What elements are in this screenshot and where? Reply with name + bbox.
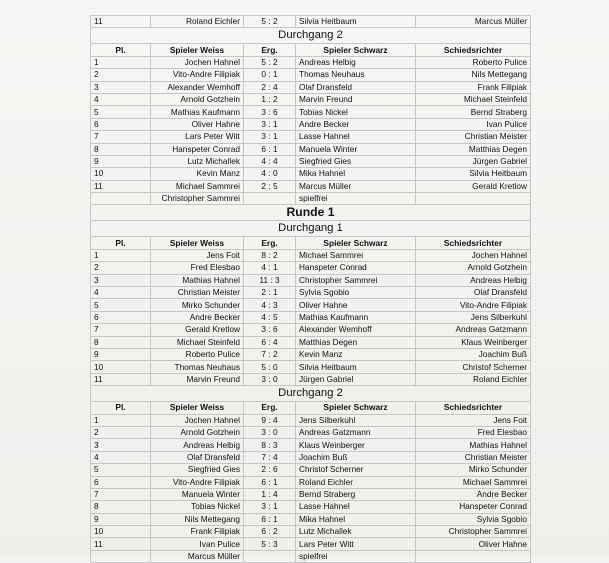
white-player: Andreas Helbig (151, 439, 244, 451)
table-row (91, 488, 531, 500)
white-player: Kevin Manz (151, 168, 244, 180)
board-number: 4 (91, 451, 151, 463)
board-number: 9 (91, 348, 151, 360)
board-number: 7 (91, 488, 151, 500)
result: 8 : 2 (244, 249, 296, 261)
result: 8 : 3 (244, 439, 296, 451)
referee: Klaus Weinberger (416, 336, 531, 348)
table-row (91, 414, 531, 426)
board-number: 4 (91, 287, 151, 299)
black-player: spielfrei (296, 193, 416, 205)
black-player: Kevin Manz (296, 348, 416, 360)
white-player: Mirko Schunder (151, 299, 244, 311)
result: 6 : 2 (244, 526, 296, 538)
referee (416, 550, 531, 562)
black-player: Olaf Dransfeld (296, 81, 416, 93)
referee: Michael Steinfeld (416, 93, 531, 105)
black-player: Sylvia Sgobio (296, 287, 416, 299)
result: 3 : 1 (244, 131, 296, 143)
referee: Michael Sammrei (416, 476, 531, 488)
black-player: Oliver Hahne (296, 299, 416, 311)
white-player: Mathias Kaufmann (151, 106, 244, 118)
result: 4 : 4 (244, 155, 296, 167)
referee: Frank Filipiak (416, 81, 531, 93)
board-number: 6 (91, 311, 151, 323)
white-player: Jochen Hahnel (151, 56, 244, 68)
white-player: Jens Foit (151, 249, 244, 261)
board-number: 5 (91, 464, 151, 476)
black-player: Hanspeter Conrad (296, 262, 416, 274)
board-number: 4 (91, 93, 151, 105)
referee: Christopher Sammrei (416, 526, 531, 538)
table-row (91, 143, 531, 155)
header-row (91, 237, 531, 249)
black-player: Roland Eichler (296, 476, 416, 488)
referee: Marcus Müller (416, 16, 531, 28)
white-player: Lars Peter Witt (151, 131, 244, 143)
white-player: Thomas Neuhaus (151, 361, 244, 373)
board-number: 11 (91, 180, 151, 192)
result: 5 : 2 (244, 56, 296, 68)
board-number: 8 (91, 501, 151, 513)
table-row (91, 56, 531, 68)
referee: Andre Becker (416, 488, 531, 500)
white-player: Vito-Andre Filipiak (151, 476, 244, 488)
referee (416, 193, 531, 205)
board-number: 8 (91, 143, 151, 155)
black-player: spielfrei (296, 550, 416, 562)
result: 1 : 4 (244, 488, 296, 500)
result: 5 : 0 (244, 361, 296, 373)
black-player: Manuela Winter (296, 143, 416, 155)
white-player: Jochen Hahnel (151, 414, 244, 426)
black-player: Siegfried Gies (296, 155, 416, 167)
header-board: Pl. (91, 402, 151, 414)
board-number: 7 (91, 131, 151, 143)
result: 3 : 1 (244, 501, 296, 513)
board-number: 3 (91, 439, 151, 451)
board-number: 10 (91, 168, 151, 180)
white-player: Christian Meister (151, 287, 244, 299)
black-player: Mika Hahnel (296, 168, 416, 180)
referee: Christian Meister (416, 451, 531, 463)
table-row (91, 513, 531, 525)
referee: Nils Mettegang (416, 69, 531, 81)
table-row (91, 16, 531, 28)
table-row (91, 439, 531, 451)
black-player: Marcus Müller (296, 180, 416, 192)
black-player: Tobias Nickel (296, 106, 416, 118)
referee: Jens Foit (416, 414, 531, 426)
black-player: Lasse Hahnel (296, 131, 416, 143)
black-player: Michael Sammrei (296, 249, 416, 261)
white-player: Marcus Müller (151, 550, 244, 562)
table-row (91, 324, 531, 336)
result: 3 : 0 (244, 426, 296, 438)
white-player: Fred Elesbao (151, 262, 244, 274)
header-white: Spieler Weiss (151, 44, 244, 56)
referee: Olaf Dransfeld (416, 287, 531, 299)
table-row (91, 274, 531, 286)
table-row (91, 69, 531, 81)
round-title: Runde 1 (91, 205, 531, 221)
header-row (91, 402, 531, 414)
board-number: 6 (91, 476, 151, 488)
white-player: Andre Becker (151, 311, 244, 323)
table-row (91, 526, 531, 538)
table-row (91, 249, 531, 261)
referee: Christof Scherner (416, 361, 531, 373)
black-player: Mathias Kaufmann (296, 311, 416, 323)
result: 6 : 1 (244, 143, 296, 155)
black-player: Joachim Buß (296, 451, 416, 463)
black-player: Silvia Heitbaum (296, 361, 416, 373)
white-player: Manuela Winter (151, 488, 244, 500)
board-number: 11 (91, 538, 151, 550)
white-player: Arnold Gotzhein (151, 93, 244, 105)
result: 11 : 3 (244, 274, 296, 286)
table-row (91, 476, 531, 488)
board-number: 2 (91, 426, 151, 438)
table-row (91, 118, 531, 130)
result: 5 : 3 (244, 538, 296, 550)
white-player: Hanspeter Conrad (151, 143, 244, 155)
board-number (91, 550, 151, 562)
board-number: 7 (91, 324, 151, 336)
header-result: Erg. (244, 44, 296, 56)
board-number: 6 (91, 118, 151, 130)
referee: Oliver Hahne (416, 538, 531, 550)
white-player: Marvin Freund (151, 373, 244, 385)
result: 2 : 5 (244, 180, 296, 192)
referee: Gerald Kretlow (416, 180, 531, 192)
board-number: 10 (91, 361, 151, 373)
header-referee: Schiedsrichter (416, 44, 531, 56)
black-player: Lutz Michallek (296, 526, 416, 538)
result: 0 : 1 (244, 69, 296, 81)
result: 5 : 2 (244, 16, 296, 28)
referee: Mathias Hahnel (416, 439, 531, 451)
referee: Jürgen Gabriel (416, 155, 531, 167)
white-player: Michael Sammrei (151, 180, 244, 192)
table-row (91, 464, 531, 476)
header-black: Spieler Schwarz (296, 402, 416, 414)
table-row (91, 311, 531, 323)
table-row (91, 93, 531, 105)
table-row (91, 155, 531, 167)
referee: Roland Eichler (416, 373, 531, 385)
table-row (91, 299, 531, 311)
white-player: Arnold Gotzhein (151, 426, 244, 438)
referee: Bernd Straberg (416, 106, 531, 118)
header-referee: Schiedsrichter (416, 402, 531, 414)
header-board: Pl. (91, 237, 151, 249)
board-number: 2 (91, 262, 151, 274)
board-number: 1 (91, 249, 151, 261)
board-number: 1 (91, 414, 151, 426)
header-black: Spieler Schwarz (296, 237, 416, 249)
board-number: 8 (91, 336, 151, 348)
header-row (91, 44, 531, 56)
white-player: Alexander Wemhoff (151, 81, 244, 93)
black-player: Andreas Gatzmann (296, 426, 416, 438)
header-result: Erg. (244, 402, 296, 414)
table-row (91, 373, 531, 385)
referee: Andreas Helbig (416, 274, 531, 286)
section-title: Durchgang 2 (91, 28, 531, 44)
white-player: Siegfried Gies (151, 464, 244, 476)
table-row (91, 348, 531, 360)
table-row (91, 168, 531, 180)
table-row (91, 180, 531, 192)
result: 9 : 4 (244, 414, 296, 426)
table-row (91, 193, 531, 205)
board-number: 9 (91, 513, 151, 525)
white-player: Michael Steinfeld (151, 336, 244, 348)
white-player: Christopher Sammrei (151, 193, 244, 205)
header-board: Pl. (91, 44, 151, 56)
white-player: Tobias Nickel (151, 501, 244, 513)
section-row (91, 221, 531, 237)
referee: Fred Elesbao (416, 426, 531, 438)
black-player: Matthias Degen (296, 336, 416, 348)
black-player: Andreas Helbig (296, 56, 416, 68)
table-row (91, 262, 531, 274)
result: 7 : 2 (244, 348, 296, 360)
table-row (91, 336, 531, 348)
white-player: Gerald Kretlow (151, 324, 244, 336)
result: 2 : 1 (244, 287, 296, 299)
result: 4 : 1 (244, 262, 296, 274)
white-player: Roberto Pulice (151, 348, 244, 360)
black-player: Jens Silberkuhl (296, 414, 416, 426)
referee: Jens Silberkuhl (416, 311, 531, 323)
table-row (91, 287, 531, 299)
black-player: Andre Becker (296, 118, 416, 130)
board-number: 5 (91, 299, 151, 311)
black-player: Mika Hahnel (296, 513, 416, 525)
result: 6 : 1 (244, 513, 296, 525)
black-player: Marvin Freund (296, 93, 416, 105)
white-player: Roland Eichler (151, 16, 244, 28)
header-result: Erg. (244, 237, 296, 249)
board-number: 1 (91, 56, 151, 68)
result: 3 : 0 (244, 373, 296, 385)
table-row (91, 501, 531, 513)
referee: Jochen Hahnel (416, 249, 531, 261)
board-number (91, 193, 151, 205)
black-player: Christopher Sammrei (296, 274, 416, 286)
black-player: Thomas Neuhaus (296, 69, 416, 81)
white-player: Oliver Hahne (151, 118, 244, 130)
referee: Hanspeter Conrad (416, 501, 531, 513)
table-row (91, 131, 531, 143)
result: 4 : 3 (244, 299, 296, 311)
result (244, 193, 296, 205)
section-row (91, 205, 531, 221)
result: 3 : 1 (244, 118, 296, 130)
header-black: Spieler Schwarz (296, 44, 416, 56)
result: 7 : 4 (244, 451, 296, 463)
white-player: Lutz Michallek (151, 155, 244, 167)
black-player: Christof Scherner (296, 464, 416, 476)
section-title: Durchgang 1 (91, 221, 531, 237)
referee: Matthias Degen (416, 143, 531, 155)
board-number: 11 (91, 16, 151, 28)
result: 6 : 1 (244, 476, 296, 488)
result: 2 : 4 (244, 81, 296, 93)
board-number: 9 (91, 155, 151, 167)
referee: Arnold Gotzhein (416, 262, 531, 274)
black-player: Lasse Hahnel (296, 501, 416, 513)
result: 6 : 4 (244, 336, 296, 348)
pairings-table (90, 15, 531, 563)
table-row (91, 426, 531, 438)
table-row (91, 106, 531, 118)
section-row (91, 28, 531, 44)
board-number: 3 (91, 274, 151, 286)
black-player: Lars Peter Witt (296, 538, 416, 550)
section-title: Durchgang 2 (91, 386, 531, 402)
result: 2 : 6 (244, 464, 296, 476)
board-number: 11 (91, 373, 151, 385)
board-number: 5 (91, 106, 151, 118)
black-player: Jürgen Gabriel (296, 373, 416, 385)
referee: Vito-Andre Filipiak (416, 299, 531, 311)
table-row (91, 550, 531, 562)
referee: Andreas Gatzmann (416, 324, 531, 336)
referee: Ivan Pulice (416, 118, 531, 130)
white-player: Ivan Pulice (151, 538, 244, 550)
referee: Christian Meister (416, 131, 531, 143)
black-player: Bernd Straberg (296, 488, 416, 500)
referee: Silvia Heitbaum (416, 168, 531, 180)
header-white: Spieler Weiss (151, 237, 244, 249)
white-player: Vito-Andre Filipiak (151, 69, 244, 81)
board-number: 2 (91, 69, 151, 81)
table-row (91, 451, 531, 463)
result (244, 550, 296, 562)
result: 4 : 0 (244, 168, 296, 180)
header-referee: Schiedsrichter (416, 237, 531, 249)
header-white: Spieler Weiss (151, 402, 244, 414)
black-player: Alexander Wemhoff (296, 324, 416, 336)
referee: Joachim Buß (416, 348, 531, 360)
board-number: 3 (91, 81, 151, 93)
black-player: Klaus Weinberger (296, 439, 416, 451)
table-row (91, 361, 531, 373)
section-row (91, 386, 531, 402)
result: 1 : 2 (244, 93, 296, 105)
result: 4 : 5 (244, 311, 296, 323)
board-number: 10 (91, 526, 151, 538)
white-player: Frank Filipiak (151, 526, 244, 538)
referee: Sylvia Sgobio (416, 513, 531, 525)
table-row (91, 538, 531, 550)
result: 3 : 6 (244, 106, 296, 118)
result: 3 : 6 (244, 324, 296, 336)
referee: Mirko Schunder (416, 464, 531, 476)
white-player: Mathias Hahnel (151, 274, 244, 286)
referee: Roberto Pulice (416, 56, 531, 68)
black-player: Silvia Heitbaum (296, 16, 416, 28)
table-row (91, 81, 531, 93)
white-player: Nils Mettegang (151, 513, 244, 525)
white-player: Olaf Dransfeld (151, 451, 244, 463)
